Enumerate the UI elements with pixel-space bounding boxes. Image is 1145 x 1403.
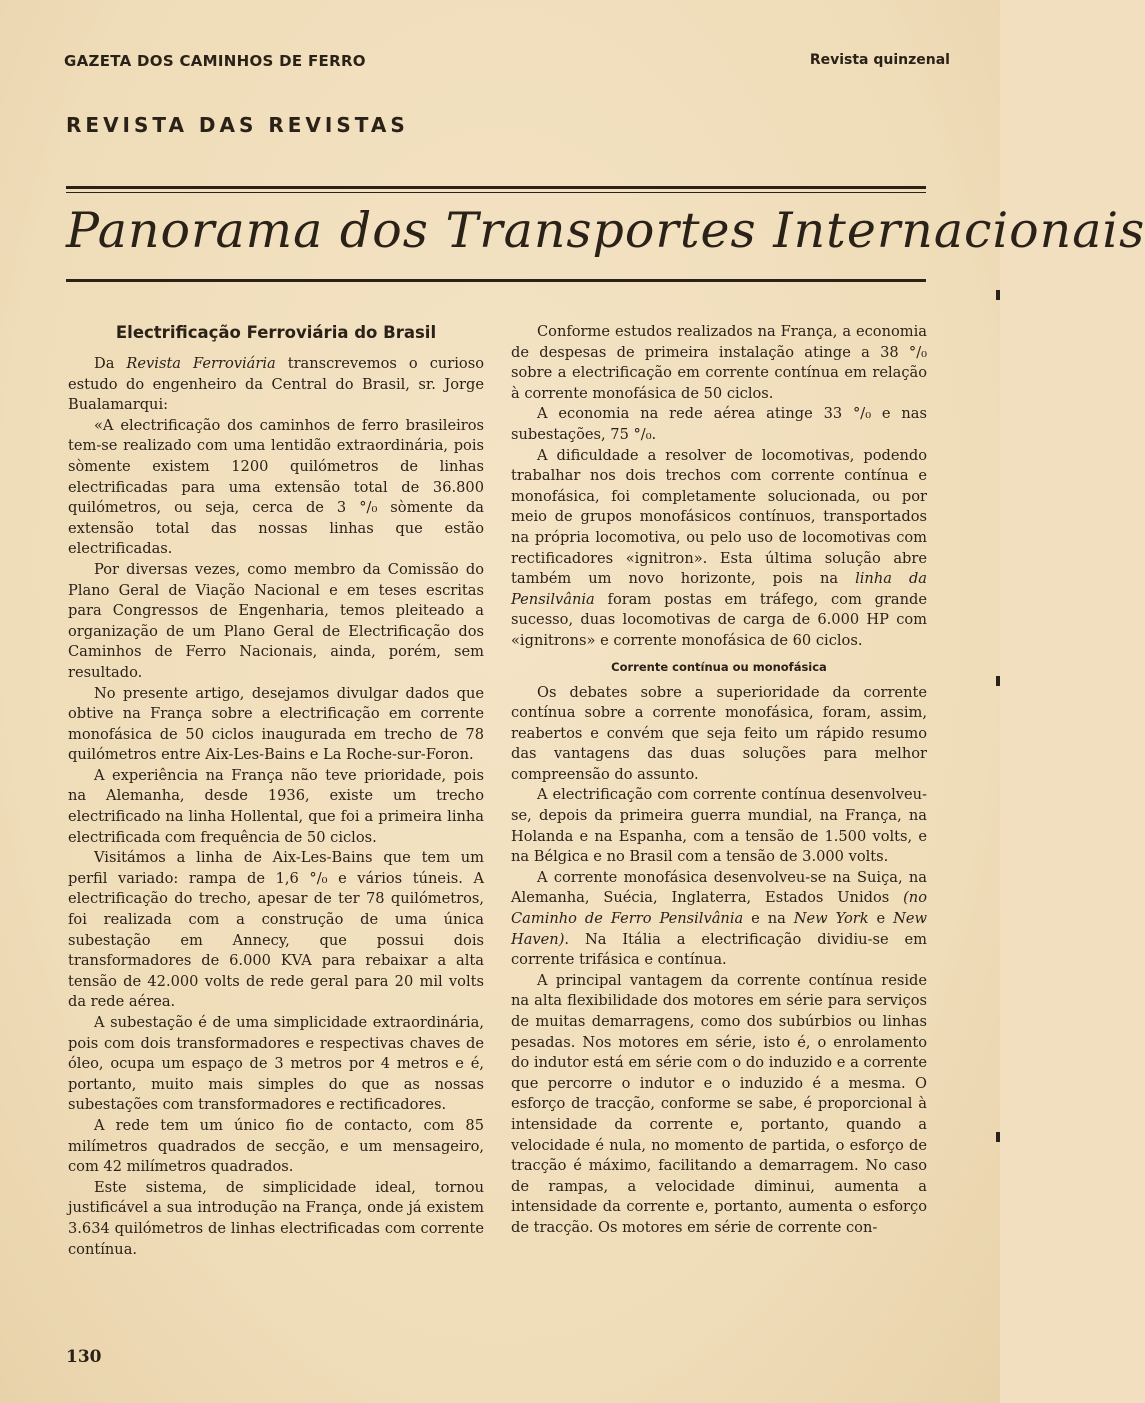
paragraph: A corrente monofásica desenvolveu-se na Suiça, na Alemanha, Suécia, Inglaterra, Estados Unidos (no Caminho de Ferro Pensilvânia e na New York e New Haven). Na Itália a electrificação dividiu-se em corrente trifásica e contínua.: [511, 868, 927, 969]
banner-rule-top: [66, 186, 926, 189]
edge-mark: [996, 290, 1000, 300]
paragraph: A electrificação com corrente contínua desenvolveu-se, depois da primeira guerra mundial, na França, na Holanda e na Espanha, com a tensão de 1.500 volts, e na Bélgica e no Brasil com a tensão de 3.000 volts.: [511, 786, 927, 866]
paragraph: «A electrificação dos caminhos de ferro brasileiros tem-se realizado com uma lentidão extraordinária, pois sòmente existem 1200 quilómetros de linhas electrificadas para uma extensão total de 36.800 quilómetros, ou seja, cerca de 3 °/₀ sòmente da extensão total das nossas linhas que estão electrificadas.: [68, 416, 484, 558]
paragraph: A economia na rede aérea atinge 33 °/₀ e nas subestações, 75 °/₀.: [511, 405, 927, 443]
paragraph: A experiência na França não teve prioridade, pois na Alemanha, desde 1936, existe um trecho electrificado na linha Hollental, que foi a primeira linha electrificada com frequência de 50 ciclos.: [68, 766, 484, 846]
banner-title: Panorama dos Transportes Internacionais: [66, 202, 1145, 259]
paragraph: Visitámos a linha de Aix-Les-Bains que tem um perfil variado: rampa de 1,6 °/₀ e vários túneis. A electrificação do trecho, apesar de ter 78 quilómetros, foi realizada com a construção de uma única subestação em Annecy, que possui dois transformadores de 6.000 KVA para rebaixar a alta tensão de 42.000 volts de rede geral para 20 mil volts da rede aérea.: [68, 849, 484, 1011]
banner-rule-top-thin: [66, 192, 926, 193]
right-column: [511, 322, 927, 1239]
left-column: [68, 322, 484, 1260]
paragraph: Conforme estudos realizados na França, a economia de despesas de primeira instalação atinge a 38 °/₀ sobre a electrificação em corrente contínua em relação à corrente monofásica de 50 ciclos.: [511, 323, 927, 402]
page-number: 130: [66, 1347, 102, 1367]
paragraph: Este sistema, de simplicidade ideal, tornou justificável a sua introdução na França, onde já existem 3.634 quilómetros de linhas electrificadas com corrente contínua.: [68, 1178, 484, 1258]
paragraph: A rede tem um único fio de contacto, com 85 milímetros quadrados de secção, e um mensageiro, com 42 milímetros quadrados.: [68, 1116, 484, 1176]
edge-mark: [996, 1132, 1000, 1142]
paragraph: Os debates sobre a superioridade da corrente contínua sobre a corrente monofásica, foram, assim, reabertos e convém que seja feito um rápido resumo das vantagens das duas soluções para melhor compreensão do assunto.: [511, 683, 927, 783]
paragraph: No presente artigo, desejamos divulgar dados que obtive na França sobre a electrificação em corrente monofásica de 50 ciclos inaugurada em trecho de 78 quilómetros entre Aix-Les-Bains e La Roche-sur-Foron.: [68, 684, 484, 764]
banner-rule-bottom: [66, 279, 926, 282]
paragraph: A principal vantagem da corrente contínua reside na alta flexibilidade dos motores em série para serviços de muitas demarragens, como dos subúrbios ou linhas pesadas. Nos motores em série, isto é, o enrolamento do indutor está em série com o do induzido e a corrente que percorre o indutor e o induzido é a mesma. O esforço de tracção, conforme se sabe, é proporcional à intensidade da corrente e, portanto, quando a velocidade é nula, no momento de partida, o esforço de tracção é máximo, facilitando a demarragem. No caso de rampas, a velocidade diminui, aumenta a intensidade da corrente e, portanto, aumenta o esforço de tracção. Os motores em série de corrente con-: [511, 971, 927, 1236]
issue-type-header: Revista quinzenal: [809, 52, 950, 68]
edge-mark: [996, 676, 1000, 686]
article-title: Electrificação Ferroviária do Brasil: [115, 323, 437, 342]
paragraph: A dificuldade a resolver de locomotivas, podendo trabalhar nos dois trechos com corrente contínua e monofásica, foi completamente solucionada, ou por meio de grupos monofásicos contínuos, transportados na própria locomotiva, ou pelo uso de locomotivas com rectificadores «ignitron». Esta última solução abre também um novo horizonte, pois na linha da Pensilvânia foram postas em tráfego, com grande sucesso, duas locomotivas de carga de 6.000 HP com «ignitrons» e corrente monofásica de 60 ciclos.: [511, 446, 927, 649]
journal-header: GAZETA DOS CAMINHOS DE FERRO: [64, 52, 366, 70]
intro-paragraph: Da Revista Ferroviária transcrevemos o curioso estudo do engenheiro da Central do Brasil, sr. Jorge Bualamarqui:: [68, 355, 484, 414]
section-title: REVISTA DAS REVISTAS: [66, 113, 409, 137]
paragraph: A subestação é de uma simplicidade extraordinária, pois com dois transformadores e respectivas chaves de óleo, ocupa um espaço de 3 metros por 4 metros e é, portanto, muito mais simples do que as nossas subestações com transformadores e rectificadores.: [68, 1014, 484, 1114]
paragraph: Por diversas vezes, como membro da Comissão do Plano Geral de Viação Nacional e em teses escritas para Congressos de Engenharia, temos pleiteado a organização de um Plano Geral de Electrificação dos Caminhos de Ferro Nacionais, ainda, porém, sem resultado.: [68, 560, 484, 681]
subheading: Corrente contínua ou monofásica: [611, 659, 827, 674]
